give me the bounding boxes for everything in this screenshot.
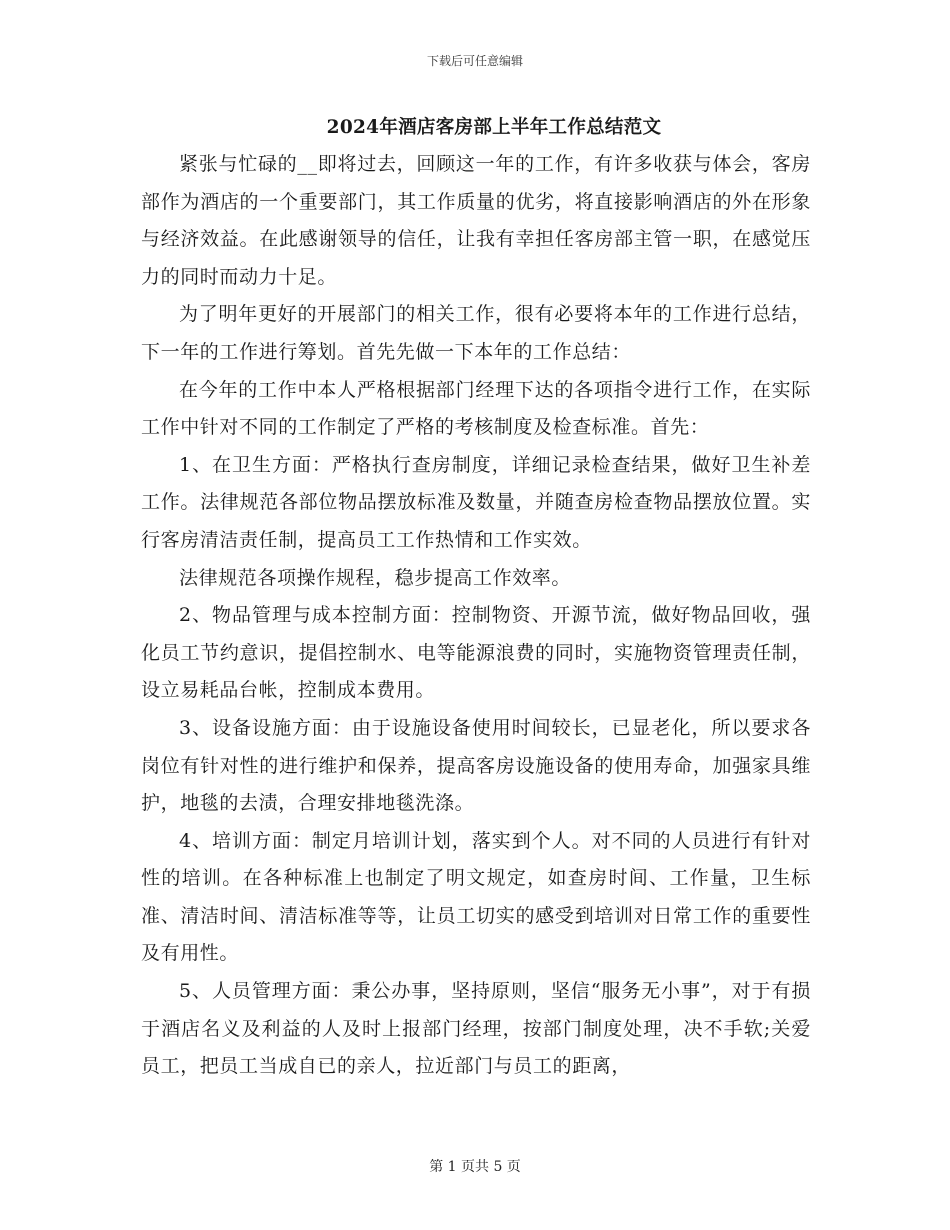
paragraph-equipment: 3、设备设施方面：由于设施设备使用时间较长，已显老化，所以要求各岗位有针对性的进行维护和保养，提高客房设施设备的使用寿命，加强家具维护，地毯的去渍，合理安排地毯洗涤。: [141, 716, 811, 815]
paragraph-cost-control: 2、物品管理与成本控制方面：控制物资、开源节流，做好物品回收，强化员工节约意识，提倡控制水、电等能源浪费的同时，实施物资管理责任制，设立易耗品台帐，控制成本费用。: [141, 604, 811, 702]
paragraph-purpose: 为了明年更好的开展部门的相关工作，很有必要将本年的工作进行总结，下一年的工作进行筹划。首先先做一下本年的工作总结：: [141, 303, 811, 363]
page-indicator: 第 1 页共 5 页: [429, 1159, 521, 1175]
paragraph-hygiene: 1、在卫生方面：严格执行查房制度，详细记录检查结果，做好卫生补差工作。法律规范各部位物品摆放标准及数量，并随查房检查物品摆放位置。实行客房清洁责任制，提高员工工作热情和工作实效。: [141, 453, 811, 551]
document-title: 2024年酒店客房部上半年工作总结范文: [326, 117, 662, 138]
document-body: [141, 146, 811, 1086]
paragraph-procedures: 法律规范各项操作规程，稳步提高工作效率。: [179, 566, 572, 589]
paragraph-training: 4、培训方面：制定月培训计划，落实到个人。对不同的人员进行有针对性的培训。在各种标准上也制定了明文规定，如查房时间、工作量，卫生标准、清洁时间、清洁标准等等，让员工切实的感受到培训对日常工作的重要性及有用性。: [141, 829, 811, 965]
paragraph-personnel: 5、人员管理方面：秉公办事，坚持原则，坚信“服务无小事”，对于有损于酒店名义及利益的人及时上报部门经理，按部门制度处理，决不手软;关爱员工，把员工当成自已的亲人，拉近部门与员工的距离，: [141, 980, 811, 1078]
header-note: 下载后可任意编辑: [426, 54, 523, 68]
paragraph-intro: 紧张与忙碌的__即将过去，回顾这一年的工作，有许多收获与体会，客房部作为酒店的一个重要部门，其工作质量的优劣，将直接影响酒店的外在形象与经济效益。在此感谢领导的信任，让我有幸担任客房部主管一职，在感觉压力的同时而动力十足。: [141, 153, 811, 288]
paragraph-overview: 在今年的工作中本人严格根据部门经理下达的各项指令进行工作，在实际工作中针对不同的工作制定了严格的考核制度及检查标准。首先：: [141, 378, 811, 439]
